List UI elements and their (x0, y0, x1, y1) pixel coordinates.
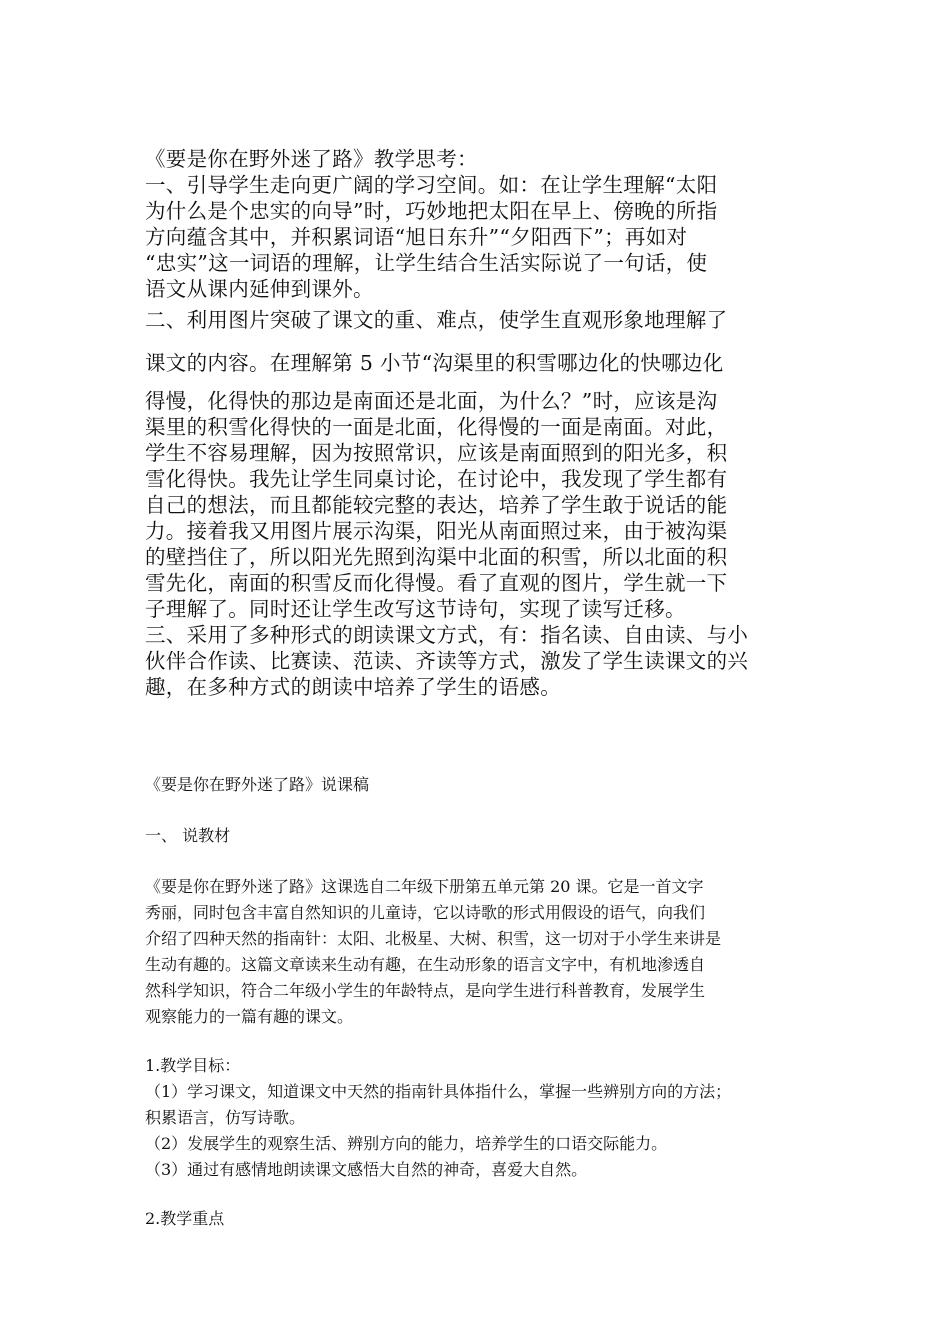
reflection-line: 语文从课内延伸到课外。 (145, 277, 374, 301)
reflection-line: 力。接着我又用图片展示沟渠，阳光从南面照过来，由于被沟渠 (145, 519, 728, 543)
spacer (145, 849, 815, 874)
reflection-line: 的壁挡住了，所以阳光先照到沟渠中北面的积雪，所以北面的积 (145, 545, 728, 569)
intro-line: 观察能力的一篇有趣的课文。 (145, 1007, 354, 1026)
reflection-line: 三、采用了多种形式的朗读课文方式，有：指名读、自由读、与小 (145, 623, 749, 647)
reflection-line: 得慢，化得快的那边是南面还是北面，为什么？”时，应该是沟 (145, 389, 718, 413)
intro-line: 介绍了四种天然的指南针：太阳、北极星、大树、积雪，这一切对于小学生来讲是 (145, 929, 722, 948)
intro-line: 然科学知识，符合二年级小学生的年龄特点，是向学生进行科普教育，发展学生 (145, 981, 706, 1000)
goal-line: （1）学习课文，知道课文中天然的指南针具体指什么，掌握一些辨别方向的方法； (145, 1082, 732, 1101)
reflection-line: 雪化得快。我先让学生同桌讨论，在讨论中，我发现了学生都有 (145, 467, 728, 491)
reflection-line: 子理解了。同时还让学生改写这节诗句，实现了读写迁移。 (145, 597, 686, 621)
reflection-line: 课文的内容。在理解第 5 小节“沟渠里的积雪哪边化的快哪边化 (145, 351, 724, 375)
reflection-line: “忠实”这一词语的理解，让学生结合生活实际说了一句话，使 (145, 251, 708, 275)
lesson-script-section (145, 772, 815, 1232)
intro-line: 生动有趣的。这篇文章读来生动有趣，在生动形象的语言文字中，有机地渗透自 (145, 955, 706, 974)
goal-line: （2）发展学生的观察生活、辨别方向的能力，培养学生的口语交际能力。 (145, 1134, 668, 1153)
script-title: 《要是你在野外迷了路》说课稿 (145, 775, 370, 794)
reflection-line: 自己的想法，而且都能较完整的表达，培养了学生敢于说话的能 (145, 493, 728, 517)
reflection-line: 雪先化，南面的积雪反而化得慢。看了直观的图片，学生就一下 (145, 571, 728, 595)
focus-heading: 2.教学重点 (145, 1209, 225, 1228)
spacer (145, 798, 815, 823)
reflection-line: 渠里的积雪化得快的一面是北面，化得慢的一面是南面。对此， (145, 415, 728, 439)
teaching-reflection-section (145, 146, 815, 700)
reflection-title: 《要是你在野外迷了路》教学思考： (145, 147, 478, 171)
reflection-line: 二、利用图片突破了课文的重、难点，使学生直观形象地理解了 (145, 308, 728, 332)
reflection-line: 趣，在多种方式的朗读中培养了学生的语感。 (145, 675, 561, 699)
goal-line: 积累语言，仿写诗歌。 (145, 1108, 306, 1127)
goal-line: （3）通过有感情地朗读课文感悟大自然的神奇，喜爱大自然。 (145, 1160, 588, 1179)
reflection-line: 方向蕴含其中，并积累词语“旭日东升”“夕阳西下”；再如对 (145, 225, 688, 249)
spacer (145, 1030, 815, 1053)
reflection-line: 为什么是个忠实的向导”时，巧妙地把太阳在早上、傍晚的所指 (145, 199, 718, 223)
reflection-line: 一、引导学生走向更广阔的学习空间。如：在让学生理解“太阳 (145, 173, 718, 197)
reflection-line: 伙伴合作读、比赛读、范读、齐读等方式，激发了学生读课文的兴 (145, 649, 749, 673)
goals-heading: 1.教学目标： (145, 1056, 241, 1075)
section-heading: 一、 说教材 (145, 826, 231, 845)
reflection-line: 学生不容易理解，因为按照常识，应该是南面照到的阳光多，积 (145, 441, 728, 465)
intro-line: 秀丽，同时包含丰富自然知识的儿童诗，它以诗歌的形式用假设的语气，向我们 (145, 903, 706, 922)
spacer (145, 1183, 815, 1206)
intro-line: 《要是你在野外迷了路》这课选自二年级下册第五单元第 20 课。它是一首文字 (145, 877, 704, 896)
